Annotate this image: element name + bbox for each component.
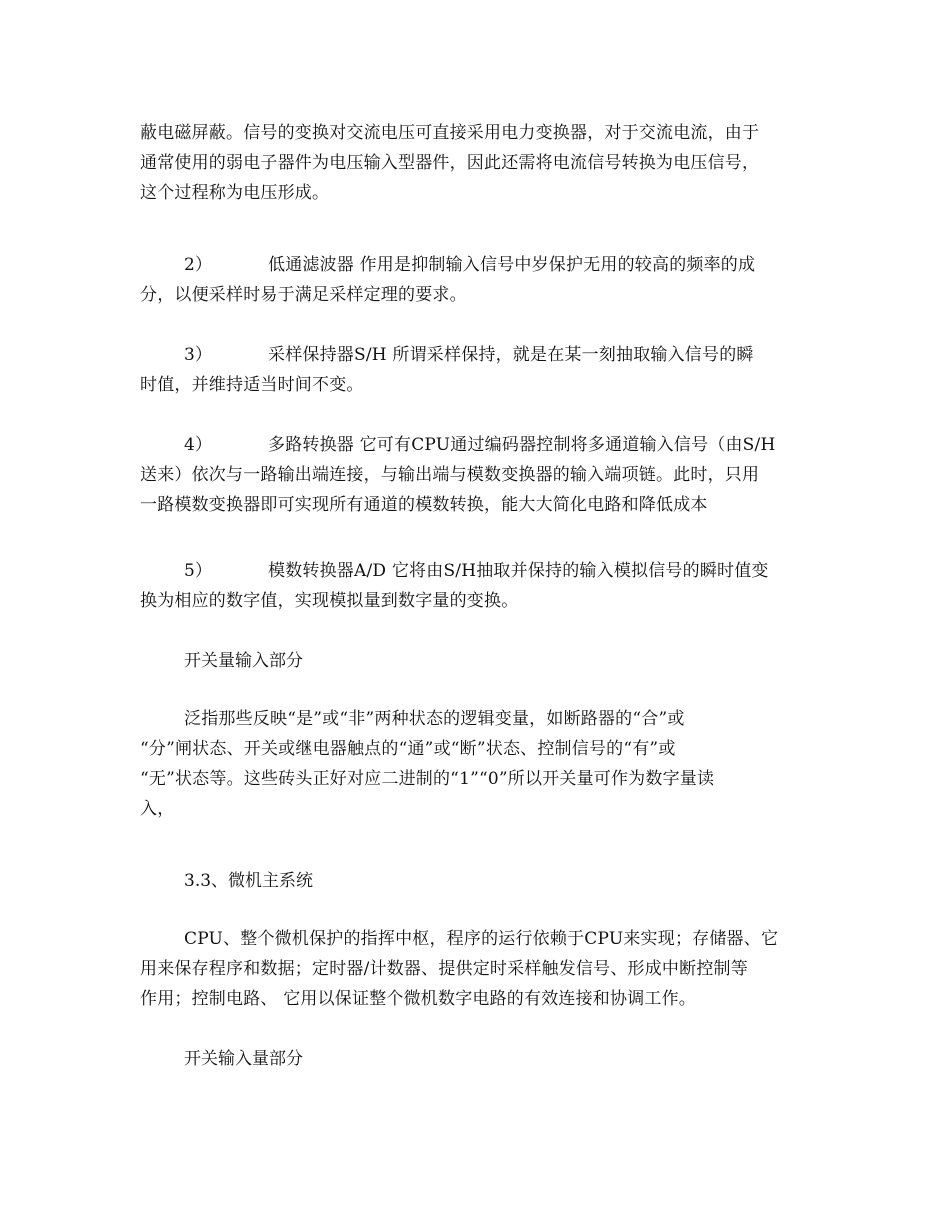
item-text: 采样保持器S/H 所谓采样保持，就是在某一刻抽取输入信号的瞬 — [268, 345, 754, 365]
text-line — [140, 556, 816, 586]
text-line: 泛指那些反映“是”或“非”两种状态的逻辑变量，如断路器的“合”或 — [184, 709, 685, 729]
text-line: 入， — [140, 799, 175, 819]
text-line: 这个过程称为电压形成。 — [140, 183, 330, 203]
text-line: 通常使用的弱电子器件为电压输入型器件，因此还需将电流信号转换为电压信号， — [140, 153, 760, 173]
text-line: 换为相应的数字值，实现模拟量到数字量的变换。 — [140, 591, 519, 611]
item-text: 多路转换器 它可有CPU通过编码器控制将多通道输入信号（由S/H — [268, 435, 776, 455]
item-number: 3） — [184, 345, 213, 365]
text-line: 分，以便采样时易于满足采样定理的要求。 — [140, 285, 467, 305]
text-line: 送来）依次与一路输出端连接，与输出端与模数变换器的输入端项链。此时，只用 — [140, 465, 760, 485]
paragraph-multiplexer — [140, 430, 816, 520]
item-number: 5） — [184, 561, 213, 581]
text-line: CPU、整个微机保护的指挥中枢，程序的运行依赖于CPU来实现；存储器、它 — [184, 929, 779, 949]
text-line — [140, 250, 816, 280]
paragraph-switch-quantity — [140, 704, 816, 824]
item-text: 低通滤波器 作用是抑制输入信号中岁保护无用的较高的频率的成 — [268, 255, 756, 275]
item-number: 2） — [184, 255, 213, 275]
section-heading-switch-input: 开关量输入部分 — [184, 651, 303, 671]
text-line: 蔽电磁屏蔽。信号的变换对交流电压可直接采用电力变换器，对于交流电流，由于 — [140, 123, 760, 143]
text-line: “无”状态等。这些砖头正好对应二进制的“1”“0”所以开关量可作为数字量读 — [140, 769, 715, 789]
text-line — [140, 430, 816, 460]
text-line: “分”闸状态、开关或继电器触点的“通”或“断”状态、控制信号的“有”或 — [140, 739, 676, 759]
section-heading-microcomputer: 3.3、微机主系统 — [184, 871, 314, 891]
text-line: 时值，并维持适当时间不变。 — [140, 375, 364, 395]
text-line: 用来保存程序和数据；定时器/计数器、提供定时采样触发信号、形成中断控制等 — [140, 959, 748, 979]
item-text: 模数转换器A/D 它将由S/H抽取并保持的输入模拟信号的瞬时值变 — [268, 561, 769, 581]
paragraph-lowpass-filter — [140, 250, 816, 310]
paragraph-signal-transform — [140, 118, 816, 208]
text-line: 一路模数变换器即可实现所有通道的模数转换，能大大简化电路和降低成本 — [140, 495, 708, 515]
paragraph-cpu — [140, 924, 816, 1014]
text-line: 作用；控制电路、 它用以保证整个微机数字电路的有效连接和协调工作。 — [140, 989, 697, 1009]
paragraph-sample-hold — [140, 340, 816, 400]
section-heading-switch-input-quantity: 开关输入量部分 — [184, 1049, 303, 1069]
item-number: 4） — [184, 435, 213, 455]
text-line — [140, 340, 816, 370]
paragraph-ad-converter — [140, 556, 816, 616]
